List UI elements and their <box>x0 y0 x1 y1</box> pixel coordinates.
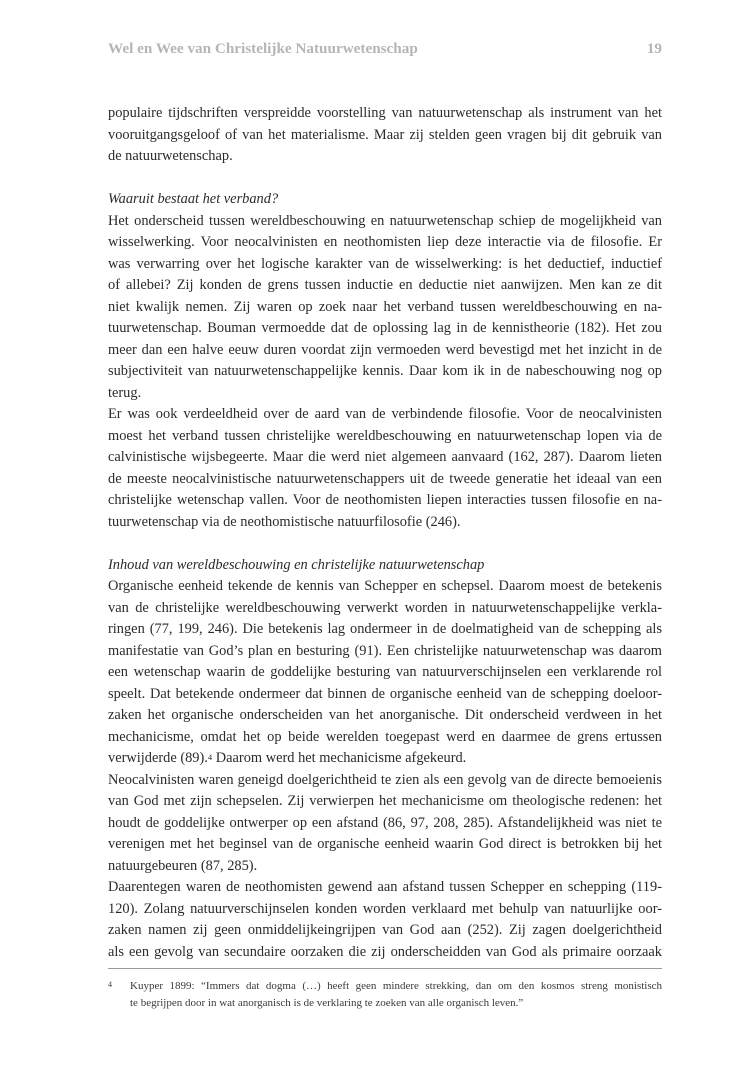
text-line <box>108 748 662 770</box>
text-line: Er was ook verdeeldheid over de aard van de verbindende filosofie. Voor de neocalvinisten <box>108 406 662 422</box>
text-line: tuurwetenschap via de neothomistische natuurfilosofie (246). <box>108 513 461 530</box>
running-head-title: Wel en Wee van Christelijke Natuurwetenschap <box>108 40 418 57</box>
body-text <box>108 103 662 963</box>
text-line: populaire tijdschriften verspreidde voorstelling van natuurwetenschap als instrument van het <box>108 105 662 121</box>
text-line: natuurgebeuren (87, 285). <box>108 857 258 874</box>
text-line: zaken het organische onderscheiden van het anorganische. Dit onderscheid verdween in het <box>108 707 662 723</box>
paragraph <box>108 770 662 878</box>
text-line: niet kwalijk nemen. Zij waren op zoek naar het verband tussen wereldbeschouwing en na- <box>108 298 662 315</box>
text-line: speelt. Dat betekende ondermeer dat binnen de organische eenheid van de schepping doeloor- <box>108 685 662 702</box>
text-line: was verwarring over het logische karakter van de wisselwerking: is het deductief, inductief <box>108 255 662 272</box>
paragraph-gap <box>108 168 662 190</box>
text-line: zaken namen zij geen onmiddelijkeingrijpen van God aan (252). Zij zagen doelgerichtheid <box>108 922 662 938</box>
paragraph <box>108 576 662 770</box>
section-heading: Waaruit bestaat het verband? <box>108 191 279 207</box>
text-line: christelijke wetenschap vallen. Voor de neothomisten liepen interacties tussen filosofie en na- <box>108 492 662 508</box>
text-line: Organische eenheid tekende de kennis van Schepper en schepsel. Daarom moest de betekenis <box>108 578 662 594</box>
text-line: vooruitgangsgeloof of van het materialisme. Maar zij stelden geen vragen bij dit gebruik van <box>108 126 662 143</box>
paragraph <box>108 211 662 405</box>
footnote-divider <box>108 968 662 969</box>
text-line: terug. <box>108 384 142 401</box>
paragraph <box>108 877 662 963</box>
footnote-number: 4 <box>108 980 112 989</box>
text-line: de natuurwetenschap. <box>108 148 233 164</box>
text-line: calvinistische wijsbegeerte. Maar die werd niet algemeen aanvaard (162, 287). Daarom lieten <box>108 449 662 465</box>
text-line: manifestatie van God’s plan en besturing (91). Een christelijke natuurwetenschap was daarom <box>108 642 662 659</box>
text-line: als een gevolg van secundaire oorzaken die zij onderscheidden van God als primaire oorzaak <box>108 943 662 960</box>
footnote-reference[interactable]: 4 <box>207 752 213 762</box>
text-line: subjectiviteit van natuurwetenschappelijke kennis. Daar kom ik in de nabeschouwing nog op <box>108 363 662 379</box>
paragraph-gap <box>108 533 662 555</box>
footnote <box>108 978 662 1012</box>
text-line: Het onderscheid tussen wereldbeschouwing en natuurwetenschap schiep de mogelijkheid van <box>108 212 662 229</box>
section-heading: Inhoud van wereldbeschouwing en christelijke natuurwetenschap <box>108 556 485 573</box>
paragraph <box>108 103 662 168</box>
text-line: mechanicisme, omdat het op beide werelden toegepast werd en daarmee de grens ertussen <box>108 728 662 745</box>
running-head <box>108 40 662 62</box>
text-line: de meeste neocalvinistische natuurwetenschappers uit de tweede generatie het ideaal van een <box>108 470 662 487</box>
text-line: tuurwetenschap. Bouman vermoedde dat de oplossing lag in de kennistheorie (182). Het zou <box>108 320 662 336</box>
text-line: of allebei? Zij konden de grens tussen inductie en deductie niet aanwijzen. Men kan ze dit <box>108 277 662 293</box>
page-number: 19 <box>646 40 662 57</box>
text-line: van God met zijn schepselen. Zij verwierpen het mechanicisme om theologische redenen: het <box>108 793 662 809</box>
text-line: moest het verband tussen christelijke wereldbeschouwing en natuurwetenschap lopen via de <box>108 427 662 444</box>
text-line: verenigen met het beginsel van de organische eenheid waarin God direct is betrokken bij het <box>108 836 662 852</box>
text-line: Daarentegen waren de neothomisten gewend aan afstand tussen Schepper en schepping (119- <box>108 879 662 895</box>
text-line: Neocalvinisten waren geneigd doelgerichtheid te zien als een gevolg van de directe bemoeienis <box>108 771 662 788</box>
text-line: meer dan een halve eeuw duren voordat zijn vermoeden werd bevestigd met het inzicht in de <box>108 341 662 358</box>
text-line: een wetenschap waarin de goddelijke besturing van natuurverschijnselen een verklarende rol <box>108 664 662 680</box>
text-line: ringen (77, 199, 246). Die betekenis lag ondermeer in de doelmatigheid van de schepping als <box>108 621 662 637</box>
text-fragment: Daarom werd het mechanicisme afgekeurd. <box>212 750 467 766</box>
text-line: 120). Zolang natuurverschijnselen konden worden verklaard met behulp van natuurlijke oor- <box>108 900 662 917</box>
text-fragment: verwijderde (89). <box>108 750 208 766</box>
footnote-text <box>130 978 662 1012</box>
paragraph <box>108 404 662 533</box>
footnote-line: te begrijpen door in wat anorganisch is de verklaring te zoeken van alle organisch leven.” <box>130 997 524 1009</box>
footnote-line: Kuyper 1899: “Immers dat dogma (…) heeft geen mindere strekking, dan om den kosmos streng monistisch <box>130 980 662 992</box>
text-line: van de christelijke wereldbeschouwing verwerkt worden in natuurwetenschappelijke verkla- <box>108 599 662 616</box>
text-line: houdt de goddelijke ontwerper op een afstand (86, 97, 208, 285). Afstandelijkheid was niet te <box>108 814 662 831</box>
text-line: wisselwerking. Voor neocalvinisten en neothomisten liep deze interactie via de filosofie. Er <box>108 234 662 250</box>
